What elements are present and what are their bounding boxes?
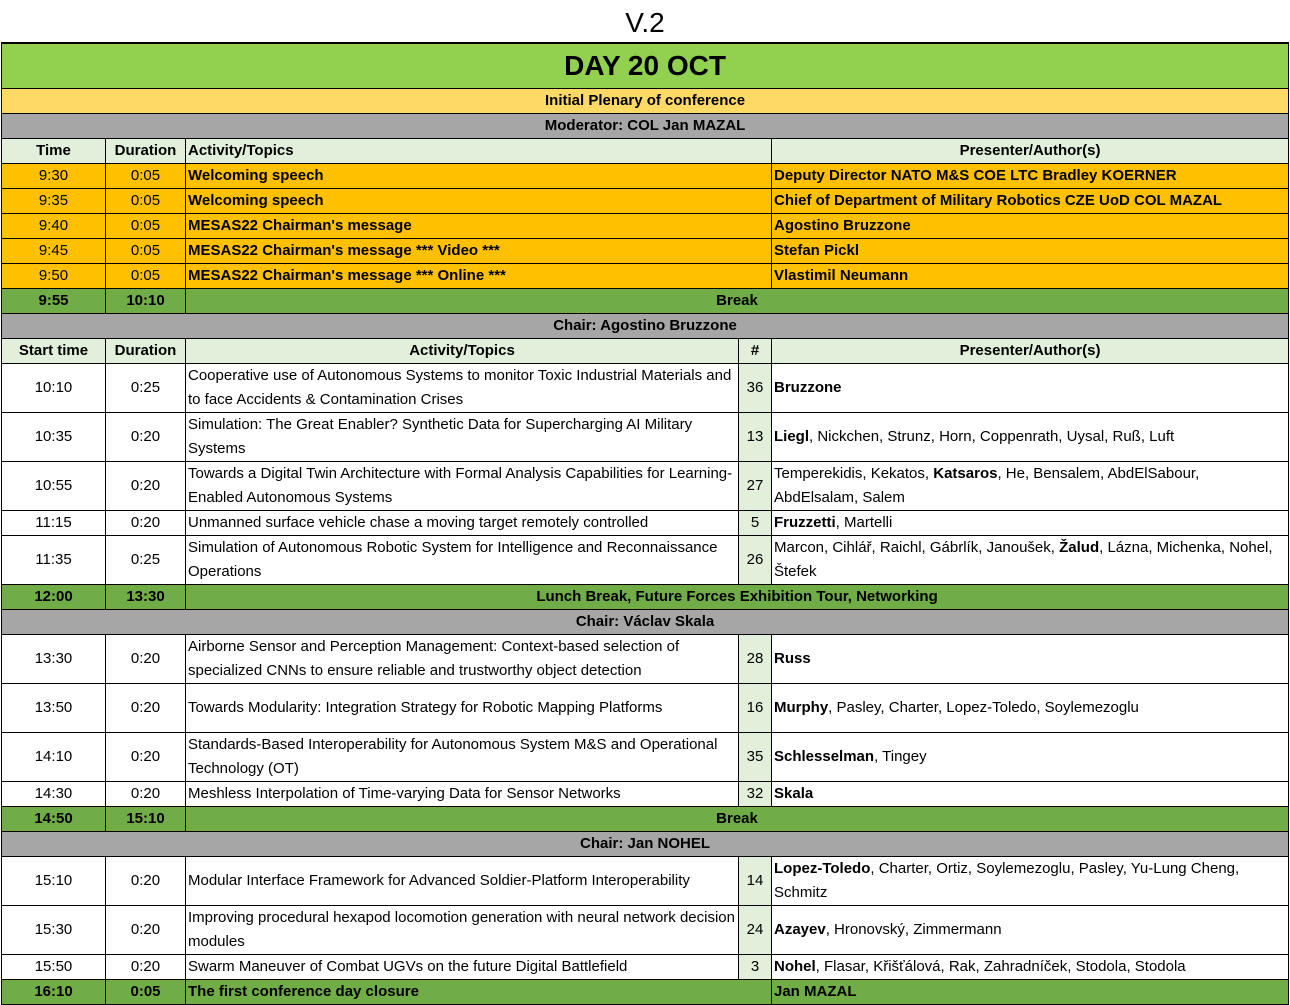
header-row-sessions <box>2 339 1289 364</box>
duration-cell: 0:20 <box>106 684 186 733</box>
start-time-cell: 14:10 <box>2 733 106 782</box>
co-authors: , Flasar, Křišťálová, Rak, Zahradníček, Stodola, Stodola <box>815 958 1186 975</box>
co-authors-before: Temperekidis, Kekatos, <box>774 465 934 482</box>
co-authors: , Charter, Ortiz, Soylemezoglu, Pasley, Yu-Lung Cheng, Schmitz <box>774 860 1240 901</box>
paper-title-cell: Towards Modularity: Integration Strategy for Robotic Mapping Platforms <box>186 684 739 733</box>
duration-cell: 0:20 <box>106 906 186 955</box>
session-row <box>2 413 1289 462</box>
session-row <box>2 511 1289 536</box>
break-end: 15:10 <box>106 807 186 832</box>
break-label: Break <box>186 289 1289 314</box>
duration-cell: 0:20 <box>106 733 186 782</box>
start-time-cell: 13:50 <box>2 684 106 733</box>
authors-cell <box>772 684 1289 733</box>
lunch-label: Lunch Break, Future Forces Exhibition Tour, Networking <box>186 585 1289 610</box>
lunch-break-row <box>2 585 1289 610</box>
lead-author: Lopez-Toledo <box>774 860 871 877</box>
authors-cell <box>772 857 1289 906</box>
presenter-cell: Deputy Director NATO M&S COE LTC Bradley KOERNER <box>772 164 1289 189</box>
activity-cell: Welcoming speech <box>186 189 772 214</box>
session-row <box>2 733 1289 782</box>
start-time-cell: 11:35 <box>2 536 106 585</box>
co-authors: , Nickchen, Strunz, Horn, Coppenrath, Uysal, Ruß, Luft <box>809 428 1175 445</box>
plenary-title: Initial Plenary of conference <box>2 89 1289 114</box>
session-row <box>2 635 1289 684</box>
paper-title-cell: Towards a Digital Twin Architecture with Formal Analysis Capabilities for Learning-Enabled Autonomous Systems <box>186 462 739 511</box>
closure-time: 16:10 <box>2 980 106 1005</box>
authors-cell <box>772 733 1289 782</box>
duration-cell: 0:20 <box>106 462 186 511</box>
lunch-start: 12:00 <box>2 585 106 610</box>
presenter-cell: Vlastimil Neumann <box>772 264 1289 289</box>
lead-author: Katsaros <box>933 465 998 482</box>
header-duration: Duration <box>106 139 186 164</box>
break-end: 10:10 <box>106 289 186 314</box>
time-cell: 9:50 <box>2 264 106 289</box>
lead-author: Liegl <box>774 428 810 445</box>
paper-number-cell: 32 <box>739 782 772 807</box>
time-cell: 9:45 <box>2 239 106 264</box>
plenary-row <box>2 189 1289 214</box>
lead-author: Bruzzone <box>774 379 842 396</box>
duration-cell: 0:20 <box>106 782 186 807</box>
session-row <box>2 857 1289 906</box>
lead-author: Nohel <box>774 958 816 975</box>
duration-cell: 0:05 <box>106 164 186 189</box>
session-row <box>2 906 1289 955</box>
paper-number-cell: 3 <box>739 955 772 980</box>
paper-title-cell: Modular Interface Framework for Advanced Soldier-Platform Interoperability <box>186 857 739 906</box>
authors-cell <box>772 462 1289 511</box>
lead-author: Russ <box>774 650 811 667</box>
duration-cell: 0:05 <box>106 189 186 214</box>
start-time-cell: 10:35 <box>2 413 106 462</box>
header-activity: Activity/Topics <box>186 139 772 164</box>
start-time-cell: 10:55 <box>2 462 106 511</box>
paper-number-cell: 14 <box>739 857 772 906</box>
moderator-label: Moderator: COL Jan MAZAL <box>2 114 1289 139</box>
authors-cell <box>772 782 1289 807</box>
paper-number-cell: 35 <box>739 733 772 782</box>
paper-number-cell: 36 <box>739 364 772 413</box>
co-authors: , Martelli <box>835 514 893 531</box>
lead-author: Murphy <box>774 699 829 716</box>
authors-cell <box>772 364 1289 413</box>
authors-cell <box>772 536 1289 585</box>
start-time-cell: 15:10 <box>2 857 106 906</box>
paper-number-cell: 5 <box>739 511 772 536</box>
header-activity: Activity/Topics <box>186 339 739 364</box>
break-row <box>2 807 1289 832</box>
session-row <box>2 536 1289 585</box>
closure-presenter: Jan MAZAL <box>772 980 1289 1005</box>
duration-cell: 0:20 <box>106 955 186 980</box>
duration-cell: 0:05 <box>106 214 186 239</box>
paper-title-cell: Unmanned surface vehicle chase a moving target remotely controlled <box>186 511 739 536</box>
co-authors-before: Marcon, Cihlář, Raichl, Gábrlík, Janoušek, <box>774 539 1060 556</box>
closure-row <box>2 980 1289 1005</box>
break-row <box>2 289 1289 314</box>
closure-duration: 0:05 <box>106 980 186 1005</box>
paper-title-cell: Simulation of Autonomous Robotic System for Intelligence and Reconnaissance Operations <box>186 536 739 585</box>
break-label: Break <box>186 807 1289 832</box>
paper-title-cell: Meshless Interpolation of Time-varying Data for Sensor Networks <box>186 782 739 807</box>
start-time-cell: 10:10 <box>2 364 106 413</box>
duration-cell: 0:25 <box>106 536 186 585</box>
break-start: 14:50 <box>2 807 106 832</box>
chair-label-1: Chair: Agostino Bruzzone <box>2 314 1289 339</box>
paper-title-cell: Airborne Sensor and Perception Management: Context-based selection of specialized CNNs to ensure reliable and trustworthy object detection <box>186 635 739 684</box>
header-duration: Duration <box>106 339 186 364</box>
co-authors: , He, Bensalem, AbdElSabour, AbdElsalam, Salem <box>774 465 1200 506</box>
start-time-cell: 15:30 <box>2 906 106 955</box>
time-cell: 9:30 <box>2 164 106 189</box>
header-presenter: Presenter/Author(s) <box>772 339 1289 364</box>
paper-title-cell: Standards-Based Interoperability for Autonomous System M&S and Operational Technology (OT) <box>186 733 739 782</box>
duration-cell: 0:05 <box>106 239 186 264</box>
plenary-row <box>2 239 1289 264</box>
paper-title-cell: Swarm Maneuver of Combat UGVs on the future Digital Battlefield <box>186 955 739 980</box>
plenary-row <box>2 214 1289 239</box>
duration-cell: 0:25 <box>106 364 186 413</box>
session-row <box>2 364 1289 413</box>
duration-cell: 0:20 <box>106 413 186 462</box>
header-number: # <box>739 339 772 364</box>
lead-author: Azayev <box>774 921 826 938</box>
start-time-cell: 15:50 <box>2 955 106 980</box>
time-cell: 9:35 <box>2 189 106 214</box>
lead-author: Skala <box>774 785 814 802</box>
start-time-cell: 11:15 <box>2 511 106 536</box>
paper-number-cell: 24 <box>739 906 772 955</box>
paper-number-cell: 27 <box>739 462 772 511</box>
plenary-row <box>2 264 1289 289</box>
duration-cell: 0:20 <box>106 857 186 906</box>
lead-author: Fruzzetti <box>774 514 836 531</box>
session-row <box>2 955 1289 980</box>
break-start: 9:55 <box>2 289 106 314</box>
co-authors: , Pasley, Charter, Lopez-Toledo, Soylemezoglu <box>828 699 1139 716</box>
paper-number-cell: 26 <box>739 536 772 585</box>
authors-cell <box>772 413 1289 462</box>
authors-cell <box>772 635 1289 684</box>
paper-title-cell: Improving procedural hexapod locomotion generation with neural network decision modules <box>186 906 739 955</box>
lead-author: Žalud <box>1059 539 1100 556</box>
paper-number-cell: 28 <box>739 635 772 684</box>
presenter-cell: Agostino Bruzzone <box>772 214 1289 239</box>
duration-cell: 0:20 <box>106 635 186 684</box>
conference-schedule-table <box>1 42 1289 1005</box>
start-time-cell: 13:30 <box>2 635 106 684</box>
time-cell: 9:40 <box>2 214 106 239</box>
header-start-time: Start time <box>2 339 106 364</box>
header-presenter: Presenter/Author(s) <box>772 139 1289 164</box>
session-row <box>2 684 1289 733</box>
co-authors: , Hronovský, Zimmermann <box>825 921 1002 938</box>
paper-number-cell: 13 <box>739 413 772 462</box>
paper-title-cell: Cooperative use of Autonomous Systems to monitor Toxic Industrial Materials and to face Accidents & Contamination Crises <box>186 364 739 413</box>
lead-author: Schlesselman <box>774 748 875 765</box>
session-row <box>2 782 1289 807</box>
activity-cell: MESAS22 Chairman's message <box>186 214 772 239</box>
presenter-cell: Chief of Department of Military Robotics CZE UoD COL MAZAL <box>772 189 1289 214</box>
co-authors: , Lázna, Michenka, Nohel, Štefek <box>774 539 1273 580</box>
activity-cell: MESAS22 Chairman's message *** Online *** <box>186 264 772 289</box>
paper-number-cell: 16 <box>739 684 772 733</box>
activity-cell: MESAS22 Chairman's message *** Video *** <box>186 239 772 264</box>
version-label: V.2 <box>625 7 665 38</box>
paper-title-cell: Simulation: The Great Enabler? Synthetic Data for Supercharging AI Military Systems <box>186 413 739 462</box>
start-time-cell: 14:30 <box>2 782 106 807</box>
closure-activity: The first conference day closure <box>186 980 772 1005</box>
authors-cell <box>772 955 1289 980</box>
chair-label-3: Chair: Jan NOHEL <box>2 832 1289 857</box>
presenter-cell: Stefan Pickl <box>772 239 1289 264</box>
activity-cell: Welcoming speech <box>186 164 772 189</box>
authors-cell <box>772 511 1289 536</box>
header-row-plenary <box>2 139 1289 164</box>
duration-cell: 0:20 <box>106 511 186 536</box>
chair-label-2: Chair: Václav Skala <box>2 610 1289 635</box>
duration-cell: 0:05 <box>106 264 186 289</box>
header-time: Time <box>2 139 106 164</box>
day-title: DAY 20 OCT <box>2 43 1289 89</box>
co-authors: , Tingey <box>874 748 927 765</box>
lunch-end: 13:30 <box>106 585 186 610</box>
authors-cell <box>772 906 1289 955</box>
session-row <box>2 462 1289 511</box>
plenary-row <box>2 164 1289 189</box>
